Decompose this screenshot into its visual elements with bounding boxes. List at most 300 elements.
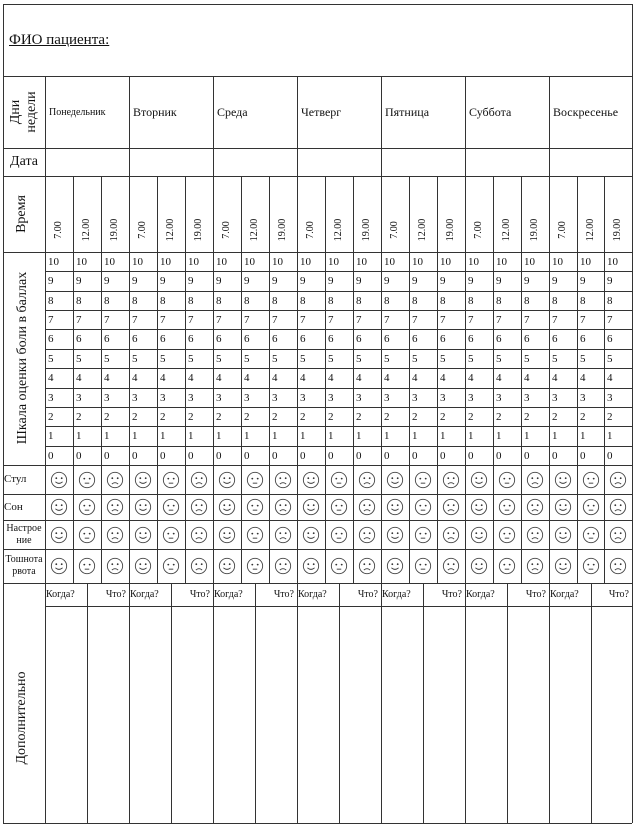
- scale-value[interactable]: 4: [244, 371, 250, 384]
- scale-value[interactable]: 8: [132, 294, 138, 307]
- scale-value[interactable]: 10: [244, 255, 255, 268]
- scale-value[interactable]: 2: [552, 410, 558, 423]
- sad-face-icon[interactable]: [609, 557, 627, 575]
- smile-icon[interactable]: [218, 471, 236, 489]
- scale-value[interactable]: 3: [76, 391, 82, 404]
- sad-face-icon[interactable]: [190, 526, 208, 544]
- scale-value[interactable]: 5: [76, 352, 82, 365]
- scale-value[interactable]: 5: [580, 352, 586, 365]
- scale-value[interactable]: 8: [300, 294, 306, 307]
- neutral-face-icon[interactable]: [330, 498, 348, 516]
- scale-value[interactable]: 9: [384, 274, 390, 287]
- sad-face-icon[interactable]: [526, 526, 544, 544]
- scale-value[interactable]: 10: [132, 255, 143, 268]
- scale-value[interactable]: 4: [356, 371, 362, 384]
- scale-value[interactable]: 5: [356, 352, 362, 365]
- sad-face-icon[interactable]: [190, 498, 208, 516]
- scale-value[interactable]: 2: [132, 410, 138, 423]
- smile-icon[interactable]: [218, 557, 236, 575]
- neutral-face-icon[interactable]: [162, 557, 180, 575]
- scale-value[interactable]: 2: [188, 410, 194, 423]
- smile-icon[interactable]: [134, 526, 152, 544]
- scale-value[interactable]: 0: [607, 449, 613, 462]
- scale-value[interactable]: 7: [440, 313, 446, 326]
- sad-face-icon[interactable]: [609, 471, 627, 489]
- scale-value[interactable]: 9: [524, 274, 530, 287]
- scale-value[interactable]: 6: [160, 332, 166, 345]
- scale-value[interactable]: 5: [607, 352, 613, 365]
- scale-value[interactable]: 1: [48, 429, 54, 442]
- smile-icon[interactable]: [302, 557, 320, 575]
- scale-value[interactable]: 7: [188, 313, 194, 326]
- scale-value[interactable]: 3: [607, 391, 613, 404]
- scale-value[interactable]: 1: [412, 429, 418, 442]
- scale-value[interactable]: 8: [216, 294, 222, 307]
- smile-icon[interactable]: [554, 498, 572, 516]
- neutral-face-icon[interactable]: [330, 526, 348, 544]
- scale-value[interactable]: 2: [300, 410, 306, 423]
- scale-value[interactable]: 8: [524, 294, 530, 307]
- scale-value[interactable]: 2: [104, 410, 110, 423]
- scale-value[interactable]: 6: [468, 332, 474, 345]
- scale-value[interactable]: 2: [244, 410, 250, 423]
- scale-value[interactable]: 10: [412, 255, 423, 268]
- scale-value[interactable]: 5: [216, 352, 222, 365]
- scale-value[interactable]: 6: [48, 332, 54, 345]
- scale-value[interactable]: 5: [244, 352, 250, 365]
- scale-value[interactable]: 2: [48, 410, 54, 423]
- sad-face-icon[interactable]: [442, 471, 460, 489]
- scale-value[interactable]: 7: [328, 313, 334, 326]
- scale-value[interactable]: 1: [468, 429, 474, 442]
- smile-icon[interactable]: [470, 526, 488, 544]
- smile-icon[interactable]: [470, 557, 488, 575]
- scale-value[interactable]: 5: [48, 352, 54, 365]
- scale-value[interactable]: 6: [384, 332, 390, 345]
- scale-value[interactable]: 4: [524, 371, 530, 384]
- neutral-face-icon[interactable]: [246, 498, 264, 516]
- scale-value[interactable]: 10: [552, 255, 563, 268]
- scale-value[interactable]: 6: [328, 332, 334, 345]
- scale-value[interactable]: 5: [440, 352, 446, 365]
- sad-face-icon[interactable]: [106, 526, 124, 544]
- scale-value[interactable]: 1: [580, 429, 586, 442]
- neutral-face-icon[interactable]: [414, 471, 432, 489]
- scale-value[interactable]: 10: [356, 255, 367, 268]
- scale-value[interactable]: 7: [244, 313, 250, 326]
- scale-value[interactable]: 1: [272, 429, 278, 442]
- scale-value[interactable]: 4: [468, 371, 474, 384]
- scale-value[interactable]: 10: [160, 255, 171, 268]
- scale-value[interactable]: 9: [272, 274, 278, 287]
- scale-value[interactable]: 4: [272, 371, 278, 384]
- scale-value[interactable]: 4: [440, 371, 446, 384]
- scale-value[interactable]: 0: [188, 449, 194, 462]
- scale-value[interactable]: 3: [468, 391, 474, 404]
- scale-value[interactable]: 10: [496, 255, 507, 268]
- scale-value[interactable]: 5: [468, 352, 474, 365]
- scale-value[interactable]: 9: [104, 274, 110, 287]
- neutral-face-icon[interactable]: [414, 498, 432, 516]
- sad-face-icon[interactable]: [106, 557, 124, 575]
- scale-value[interactable]: 7: [580, 313, 586, 326]
- smile-icon[interactable]: [218, 526, 236, 544]
- scale-value[interactable]: 3: [412, 391, 418, 404]
- scale-value[interactable]: 3: [496, 391, 502, 404]
- scale-value[interactable]: 7: [300, 313, 306, 326]
- scale-value[interactable]: 3: [384, 391, 390, 404]
- smile-icon[interactable]: [134, 471, 152, 489]
- scale-value[interactable]: 9: [300, 274, 306, 287]
- scale-value[interactable]: 5: [188, 352, 194, 365]
- scale-value[interactable]: 0: [160, 449, 166, 462]
- scale-value[interactable]: 1: [132, 429, 138, 442]
- scale-value[interactable]: 2: [440, 410, 446, 423]
- scale-value[interactable]: 1: [188, 429, 194, 442]
- scale-value[interactable]: 2: [356, 410, 362, 423]
- scale-value[interactable]: 1: [76, 429, 82, 442]
- scale-value[interactable]: 1: [384, 429, 390, 442]
- scale-value[interactable]: 8: [104, 294, 110, 307]
- scale-value[interactable]: 10: [300, 255, 311, 268]
- smile-icon[interactable]: [50, 498, 68, 516]
- scale-value[interactable]: 7: [160, 313, 166, 326]
- scale-value[interactable]: 9: [440, 274, 446, 287]
- scale-value[interactable]: 3: [300, 391, 306, 404]
- scale-value[interactable]: 0: [328, 449, 334, 462]
- scale-value[interactable]: 6: [104, 332, 110, 345]
- scale-value[interactable]: 5: [104, 352, 110, 365]
- neutral-face-icon[interactable]: [498, 498, 516, 516]
- neutral-face-icon[interactable]: [498, 471, 516, 489]
- scale-value[interactable]: 10: [216, 255, 227, 268]
- scale-value[interactable]: 5: [552, 352, 558, 365]
- sad-face-icon[interactable]: [526, 557, 544, 575]
- scale-value[interactable]: 7: [496, 313, 502, 326]
- smile-icon[interactable]: [50, 471, 68, 489]
- neutral-face-icon[interactable]: [414, 526, 432, 544]
- scale-value[interactable]: 4: [412, 371, 418, 384]
- scale-value[interactable]: 8: [607, 294, 613, 307]
- scale-value[interactable]: 10: [524, 255, 535, 268]
- sad-face-icon[interactable]: [274, 526, 292, 544]
- scale-value[interactable]: 8: [384, 294, 390, 307]
- scale-value[interactable]: 9: [132, 274, 138, 287]
- scale-value[interactable]: 7: [412, 313, 418, 326]
- scale-value[interactable]: 2: [524, 410, 530, 423]
- scale-value[interactable]: 10: [328, 255, 339, 268]
- scale-value[interactable]: 9: [468, 274, 474, 287]
- scale-value[interactable]: 3: [272, 391, 278, 404]
- scale-value[interactable]: 0: [216, 449, 222, 462]
- scale-value[interactable]: 1: [328, 429, 334, 442]
- scale-value[interactable]: 9: [76, 274, 82, 287]
- smile-icon[interactable]: [386, 471, 404, 489]
- scale-value[interactable]: 10: [580, 255, 591, 268]
- scale-value[interactable]: 4: [300, 371, 306, 384]
- sad-face-icon[interactable]: [609, 498, 627, 516]
- scale-value[interactable]: 10: [272, 255, 283, 268]
- scale-value[interactable]: 6: [412, 332, 418, 345]
- scale-value[interactable]: 9: [607, 274, 613, 287]
- scale-value[interactable]: 6: [244, 332, 250, 345]
- scale-value[interactable]: 9: [48, 274, 54, 287]
- sad-face-icon[interactable]: [106, 498, 124, 516]
- scale-value[interactable]: 4: [384, 371, 390, 384]
- scale-value[interactable]: 8: [412, 294, 418, 307]
- sad-face-icon[interactable]: [274, 498, 292, 516]
- scale-value[interactable]: 8: [440, 294, 446, 307]
- scale-value[interactable]: 2: [468, 410, 474, 423]
- neutral-face-icon[interactable]: [246, 471, 264, 489]
- smile-icon[interactable]: [386, 557, 404, 575]
- scale-value[interactable]: 0: [48, 449, 54, 462]
- scale-value[interactable]: 5: [412, 352, 418, 365]
- scale-value[interactable]: 5: [496, 352, 502, 365]
- scale-value[interactable]: 6: [300, 332, 306, 345]
- scale-value[interactable]: 0: [440, 449, 446, 462]
- sad-face-icon[interactable]: [106, 471, 124, 489]
- scale-value[interactable]: 5: [132, 352, 138, 365]
- scale-value[interactable]: 3: [132, 391, 138, 404]
- smile-icon[interactable]: [386, 498, 404, 516]
- smile-icon[interactable]: [554, 471, 572, 489]
- smile-icon[interactable]: [302, 526, 320, 544]
- scale-value[interactable]: 3: [48, 391, 54, 404]
- scale-value[interactable]: 2: [580, 410, 586, 423]
- scale-value[interactable]: 8: [552, 294, 558, 307]
- neutral-face-icon[interactable]: [582, 557, 600, 575]
- scale-value[interactable]: 6: [356, 332, 362, 345]
- scale-value[interactable]: 10: [188, 255, 199, 268]
- sad-face-icon[interactable]: [358, 498, 376, 516]
- scale-value[interactable]: 0: [524, 449, 530, 462]
- scale-value[interactable]: 0: [244, 449, 250, 462]
- scale-value[interactable]: 6: [607, 332, 613, 345]
- scale-value[interactable]: 8: [468, 294, 474, 307]
- neutral-face-icon[interactable]: [162, 471, 180, 489]
- scale-value[interactable]: 6: [580, 332, 586, 345]
- neutral-face-icon[interactable]: [78, 526, 96, 544]
- scale-value[interactable]: 4: [496, 371, 502, 384]
- neutral-face-icon[interactable]: [414, 557, 432, 575]
- scale-value[interactable]: 8: [580, 294, 586, 307]
- scale-value[interactable]: 0: [412, 449, 418, 462]
- smile-icon[interactable]: [134, 498, 152, 516]
- sad-face-icon[interactable]: [358, 526, 376, 544]
- smile-icon[interactable]: [470, 471, 488, 489]
- scale-value[interactable]: 9: [580, 274, 586, 287]
- scale-value[interactable]: 2: [384, 410, 390, 423]
- scale-value[interactable]: 5: [524, 352, 530, 365]
- scale-value[interactable]: 0: [580, 449, 586, 462]
- sad-face-icon[interactable]: [358, 471, 376, 489]
- scale-value[interactable]: 4: [216, 371, 222, 384]
- scale-value[interactable]: 10: [440, 255, 451, 268]
- scale-value[interactable]: 3: [188, 391, 194, 404]
- scale-value[interactable]: 3: [580, 391, 586, 404]
- scale-value[interactable]: 4: [188, 371, 194, 384]
- scale-value[interactable]: 6: [132, 332, 138, 345]
- smile-icon[interactable]: [554, 526, 572, 544]
- scale-value[interactable]: 8: [496, 294, 502, 307]
- sad-face-icon[interactable]: [442, 498, 460, 516]
- scale-value[interactable]: 8: [328, 294, 334, 307]
- scale-value[interactable]: 3: [244, 391, 250, 404]
- scale-value[interactable]: 1: [607, 429, 613, 442]
- neutral-face-icon[interactable]: [78, 471, 96, 489]
- scale-value[interactable]: 4: [76, 371, 82, 384]
- scale-value[interactable]: 2: [607, 410, 613, 423]
- neutral-face-icon[interactable]: [582, 526, 600, 544]
- smile-icon[interactable]: [50, 557, 68, 575]
- scale-value[interactable]: 3: [104, 391, 110, 404]
- sad-face-icon[interactable]: [442, 526, 460, 544]
- scale-value[interactable]: 3: [440, 391, 446, 404]
- scale-value[interactable]: 2: [272, 410, 278, 423]
- scale-value[interactable]: 10: [76, 255, 87, 268]
- scale-value[interactable]: 4: [132, 371, 138, 384]
- scale-value[interactable]: 5: [300, 352, 306, 365]
- scale-value[interactable]: 0: [468, 449, 474, 462]
- neutral-face-icon[interactable]: [330, 557, 348, 575]
- scale-value[interactable]: 8: [76, 294, 82, 307]
- scale-value[interactable]: 7: [607, 313, 613, 326]
- scale-value[interactable]: 5: [384, 352, 390, 365]
- scale-value[interactable]: 1: [440, 429, 446, 442]
- scale-value[interactable]: 9: [160, 274, 166, 287]
- scale-value[interactable]: 0: [76, 449, 82, 462]
- scale-value[interactable]: 1: [216, 429, 222, 442]
- scale-value[interactable]: 4: [607, 371, 613, 384]
- scale-value[interactable]: 7: [384, 313, 390, 326]
- scale-value[interactable]: 4: [160, 371, 166, 384]
- neutral-face-icon[interactable]: [582, 498, 600, 516]
- neutral-face-icon[interactable]: [246, 557, 264, 575]
- scale-value[interactable]: 4: [104, 371, 110, 384]
- neutral-face-icon[interactable]: [582, 471, 600, 489]
- scale-value[interactable]: 9: [412, 274, 418, 287]
- sad-face-icon[interactable]: [358, 557, 376, 575]
- smile-icon[interactable]: [50, 526, 68, 544]
- smile-icon[interactable]: [218, 498, 236, 516]
- scale-value[interactable]: 0: [104, 449, 110, 462]
- scale-value[interactable]: 1: [356, 429, 362, 442]
- scale-value[interactable]: 8: [160, 294, 166, 307]
- scale-value[interactable]: 6: [216, 332, 222, 345]
- smile-icon[interactable]: [554, 557, 572, 575]
- scale-value[interactable]: 3: [552, 391, 558, 404]
- scale-value[interactable]: 8: [356, 294, 362, 307]
- scale-value[interactable]: 7: [468, 313, 474, 326]
- scale-value[interactable]: 2: [76, 410, 82, 423]
- scale-value[interactable]: 1: [496, 429, 502, 442]
- scale-value[interactable]: 7: [48, 313, 54, 326]
- scale-value[interactable]: 6: [524, 332, 530, 345]
- scale-value[interactable]: 2: [216, 410, 222, 423]
- scale-value[interactable]: 7: [76, 313, 82, 326]
- smile-icon[interactable]: [302, 498, 320, 516]
- scale-value[interactable]: 1: [300, 429, 306, 442]
- scale-value[interactable]: 6: [440, 332, 446, 345]
- scale-value[interactable]: 9: [496, 274, 502, 287]
- scale-value[interactable]: 7: [104, 313, 110, 326]
- scale-value[interactable]: 9: [216, 274, 222, 287]
- scale-value[interactable]: 7: [552, 313, 558, 326]
- scale-value[interactable]: 1: [244, 429, 250, 442]
- scale-value[interactable]: 8: [244, 294, 250, 307]
- scale-value[interactable]: 5: [160, 352, 166, 365]
- smile-icon[interactable]: [302, 471, 320, 489]
- neutral-face-icon[interactable]: [162, 526, 180, 544]
- scale-value[interactable]: 5: [272, 352, 278, 365]
- scale-value[interactable]: 3: [328, 391, 334, 404]
- scale-value[interactable]: 3: [216, 391, 222, 404]
- scale-value[interactable]: 9: [552, 274, 558, 287]
- smile-icon[interactable]: [134, 557, 152, 575]
- scale-value[interactable]: 10: [48, 255, 59, 268]
- sad-face-icon[interactable]: [190, 471, 208, 489]
- sad-face-icon[interactable]: [442, 557, 460, 575]
- scale-value[interactable]: 3: [160, 391, 166, 404]
- neutral-face-icon[interactable]: [498, 557, 516, 575]
- scale-value[interactable]: 4: [48, 371, 54, 384]
- scale-value[interactable]: 0: [300, 449, 306, 462]
- scale-value[interactable]: 7: [132, 313, 138, 326]
- scale-value[interactable]: 10: [468, 255, 479, 268]
- scale-value[interactable]: 0: [552, 449, 558, 462]
- scale-value[interactable]: 7: [356, 313, 362, 326]
- scale-value[interactable]: 1: [552, 429, 558, 442]
- scale-value[interactable]: 9: [356, 274, 362, 287]
- scale-value[interactable]: 0: [132, 449, 138, 462]
- scale-value[interactable]: 0: [356, 449, 362, 462]
- scale-value[interactable]: 2: [412, 410, 418, 423]
- sad-face-icon[interactable]: [526, 498, 544, 516]
- scale-value[interactable]: 3: [524, 391, 530, 404]
- scale-value[interactable]: 6: [496, 332, 502, 345]
- scale-value[interactable]: 0: [272, 449, 278, 462]
- scale-value[interactable]: 5: [328, 352, 334, 365]
- neutral-face-icon[interactable]: [330, 471, 348, 489]
- scale-value[interactable]: 7: [272, 313, 278, 326]
- scale-value[interactable]: 9: [328, 274, 334, 287]
- neutral-face-icon[interactable]: [498, 526, 516, 544]
- neutral-face-icon[interactable]: [78, 557, 96, 575]
- scale-value[interactable]: 6: [188, 332, 194, 345]
- scale-value[interactable]: 1: [160, 429, 166, 442]
- neutral-face-icon[interactable]: [246, 526, 264, 544]
- sad-face-icon[interactable]: [190, 557, 208, 575]
- neutral-face-icon[interactable]: [78, 498, 96, 516]
- scale-value[interactable]: 2: [496, 410, 502, 423]
- scale-value[interactable]: 8: [188, 294, 194, 307]
- sad-face-icon[interactable]: [609, 526, 627, 544]
- scale-value[interactable]: 7: [524, 313, 530, 326]
- scale-value[interactable]: 6: [272, 332, 278, 345]
- scale-value[interactable]: 10: [607, 255, 618, 268]
- scale-value[interactable]: 0: [384, 449, 390, 462]
- smile-icon[interactable]: [386, 526, 404, 544]
- sad-face-icon[interactable]: [526, 471, 544, 489]
- scale-value[interactable]: 3: [356, 391, 362, 404]
- scale-value[interactable]: 4: [580, 371, 586, 384]
- scale-value[interactable]: 6: [552, 332, 558, 345]
- scale-value[interactable]: 6: [76, 332, 82, 345]
- scale-value[interactable]: 8: [272, 294, 278, 307]
- smile-icon[interactable]: [470, 498, 488, 516]
- scale-value[interactable]: 10: [104, 255, 115, 268]
